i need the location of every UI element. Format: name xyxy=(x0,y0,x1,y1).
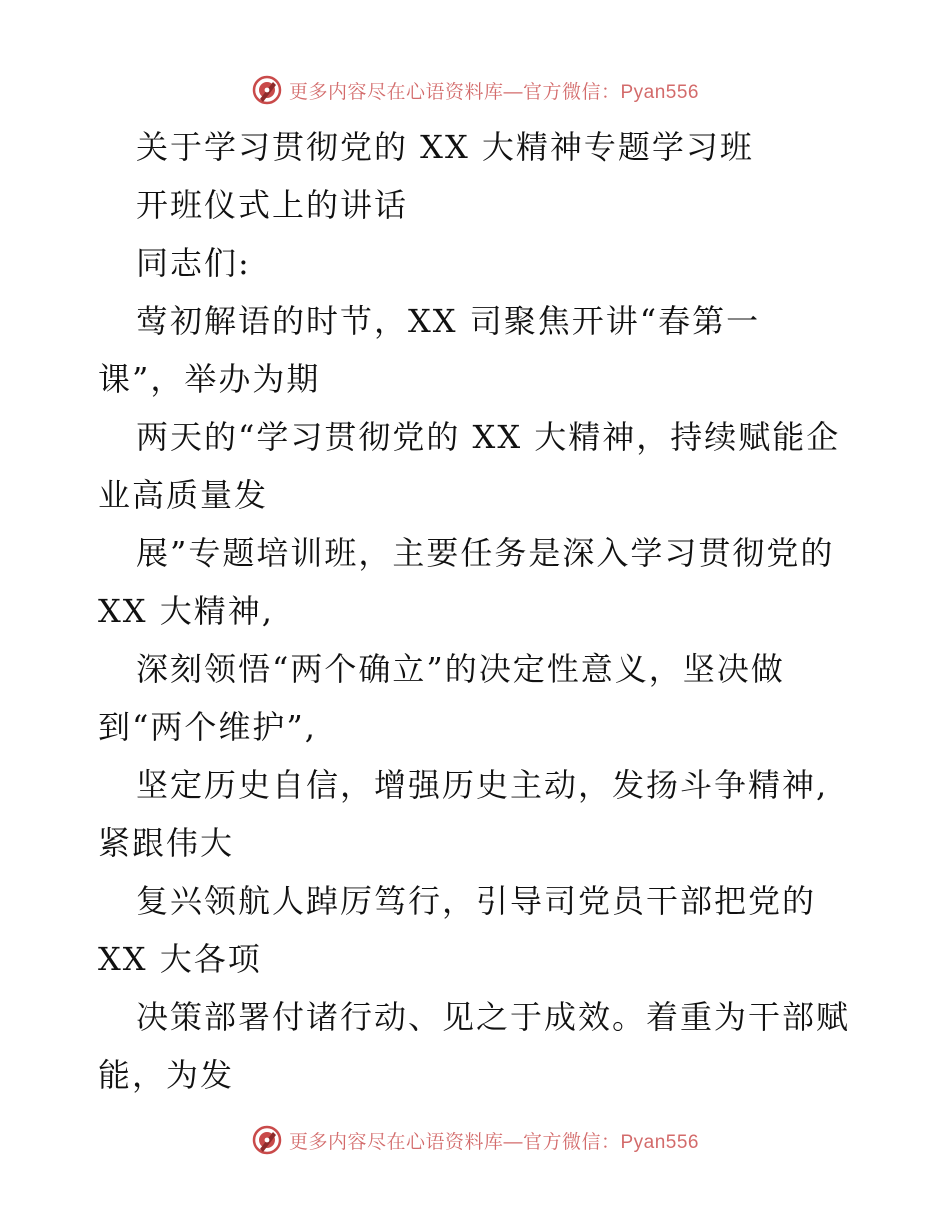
document-body xyxy=(0,118,950,1104)
text-line: XX 大各项 xyxy=(98,940,262,978)
text-line: 两天的“学习贯彻党的 XX 大精神，持续赋能企 xyxy=(136,418,841,456)
text-line: 关于学习贯彻党的 XX 大精神专题学习班 xyxy=(136,128,754,166)
watermark-text: 更多内容尽在心语资料库—官方微信：Pyan556 xyxy=(288,81,699,103)
text-line: 决策部署付诸行动、见之于成效。着重为干部赋 xyxy=(136,998,851,1036)
text-line: XX 大精神, xyxy=(98,592,274,630)
text-line: 展”专题培训班，主要任务是深入学习贯彻党的 xyxy=(136,534,835,572)
watermark-bottom xyxy=(0,1120,950,1160)
text-line: 莺初解语的时节，XX 司聚焦开讲“春第一 xyxy=(136,302,761,340)
text-line: 课”，举办为期 xyxy=(98,360,321,398)
text-line: 紧跟伟大 xyxy=(98,824,235,862)
watermark-top xyxy=(0,70,950,110)
text-line: 业高质量发 xyxy=(98,476,269,514)
text-line: 开班仪式上的讲话 xyxy=(136,186,409,224)
text-line: 同志们: xyxy=(136,244,251,282)
pen-nib-seal-icon xyxy=(251,74,283,106)
text-line: 坚定历史自信，增强历史主动，发扬斗争精神, xyxy=(136,766,829,804)
text-line: 复兴领航人踔厉笃行，引导司党员干部把党的 xyxy=(136,882,817,920)
text-line: 能，为发 xyxy=(98,1056,235,1094)
watermark-text: 更多内容尽在心语资料库—官方微信：Pyan556 xyxy=(288,1131,699,1153)
text-line: 到“两个维护”, xyxy=(98,708,317,746)
pen-nib-seal-icon xyxy=(251,1124,283,1156)
text-line: 深刻领悟“两个确立”的决定性意义，坚决做 xyxy=(136,650,785,688)
